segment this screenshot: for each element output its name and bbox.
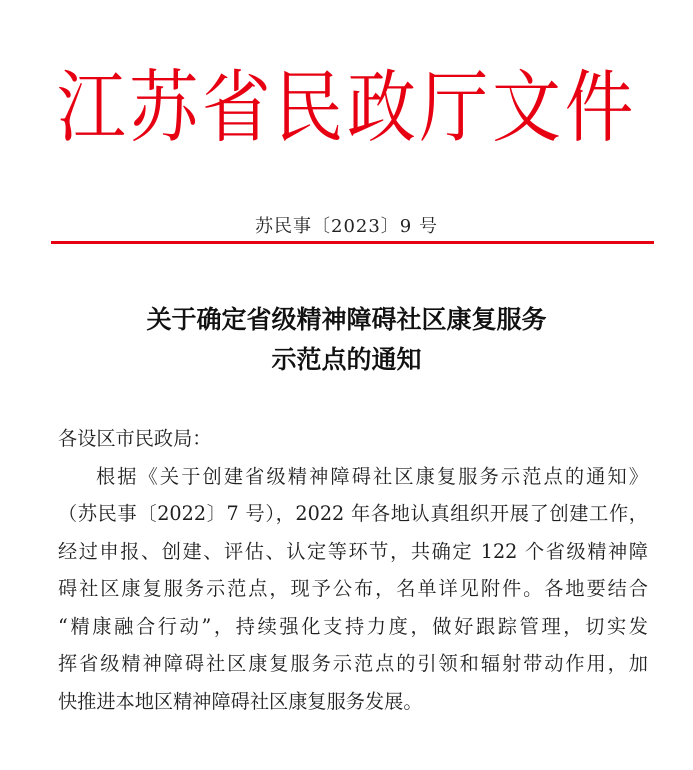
body-line: 碍社区康复服务示范点，现予公布，名单详见附件。各地要结合 (58, 577, 648, 600)
body-line: 经过申报、创建、评估、认定等环节，共确定 122 个省级精神障 (58, 539, 648, 563)
red-divider-line (51, 241, 654, 244)
body-line: （苏民事〔2022〕7 号），2022 年各地认真组织开展了创建工作， (58, 502, 648, 525)
document-title-line-1: 关于确定省级精神障碍社区康复服务 (146, 305, 547, 334)
letterhead (0, 58, 693, 158)
document-title (0, 300, 693, 380)
body-line: “精康融合行动”，持续强化支持力度，做好跟踪管理，切实发 (58, 614, 648, 638)
document-title-line-2: 示范点的通知 (271, 345, 422, 374)
body-line: 快推进本地区精神障碍社区康复服务发展。 (58, 689, 423, 713)
salutation: 各设区市民政局： (58, 427, 212, 450)
document-number: 苏民事〔2023〕9 号 (255, 216, 438, 237)
letterhead-title: 江苏省民政厅文件 (56, 62, 637, 154)
body-line: 根据《关于创建省级精神障碍社区康复服务示范点的通知》 (96, 464, 648, 488)
body-line: 挥省级精神障碍社区康复服务示范点的引领和辐射带动作用，加 (58, 652, 648, 675)
document-body (58, 420, 648, 720)
